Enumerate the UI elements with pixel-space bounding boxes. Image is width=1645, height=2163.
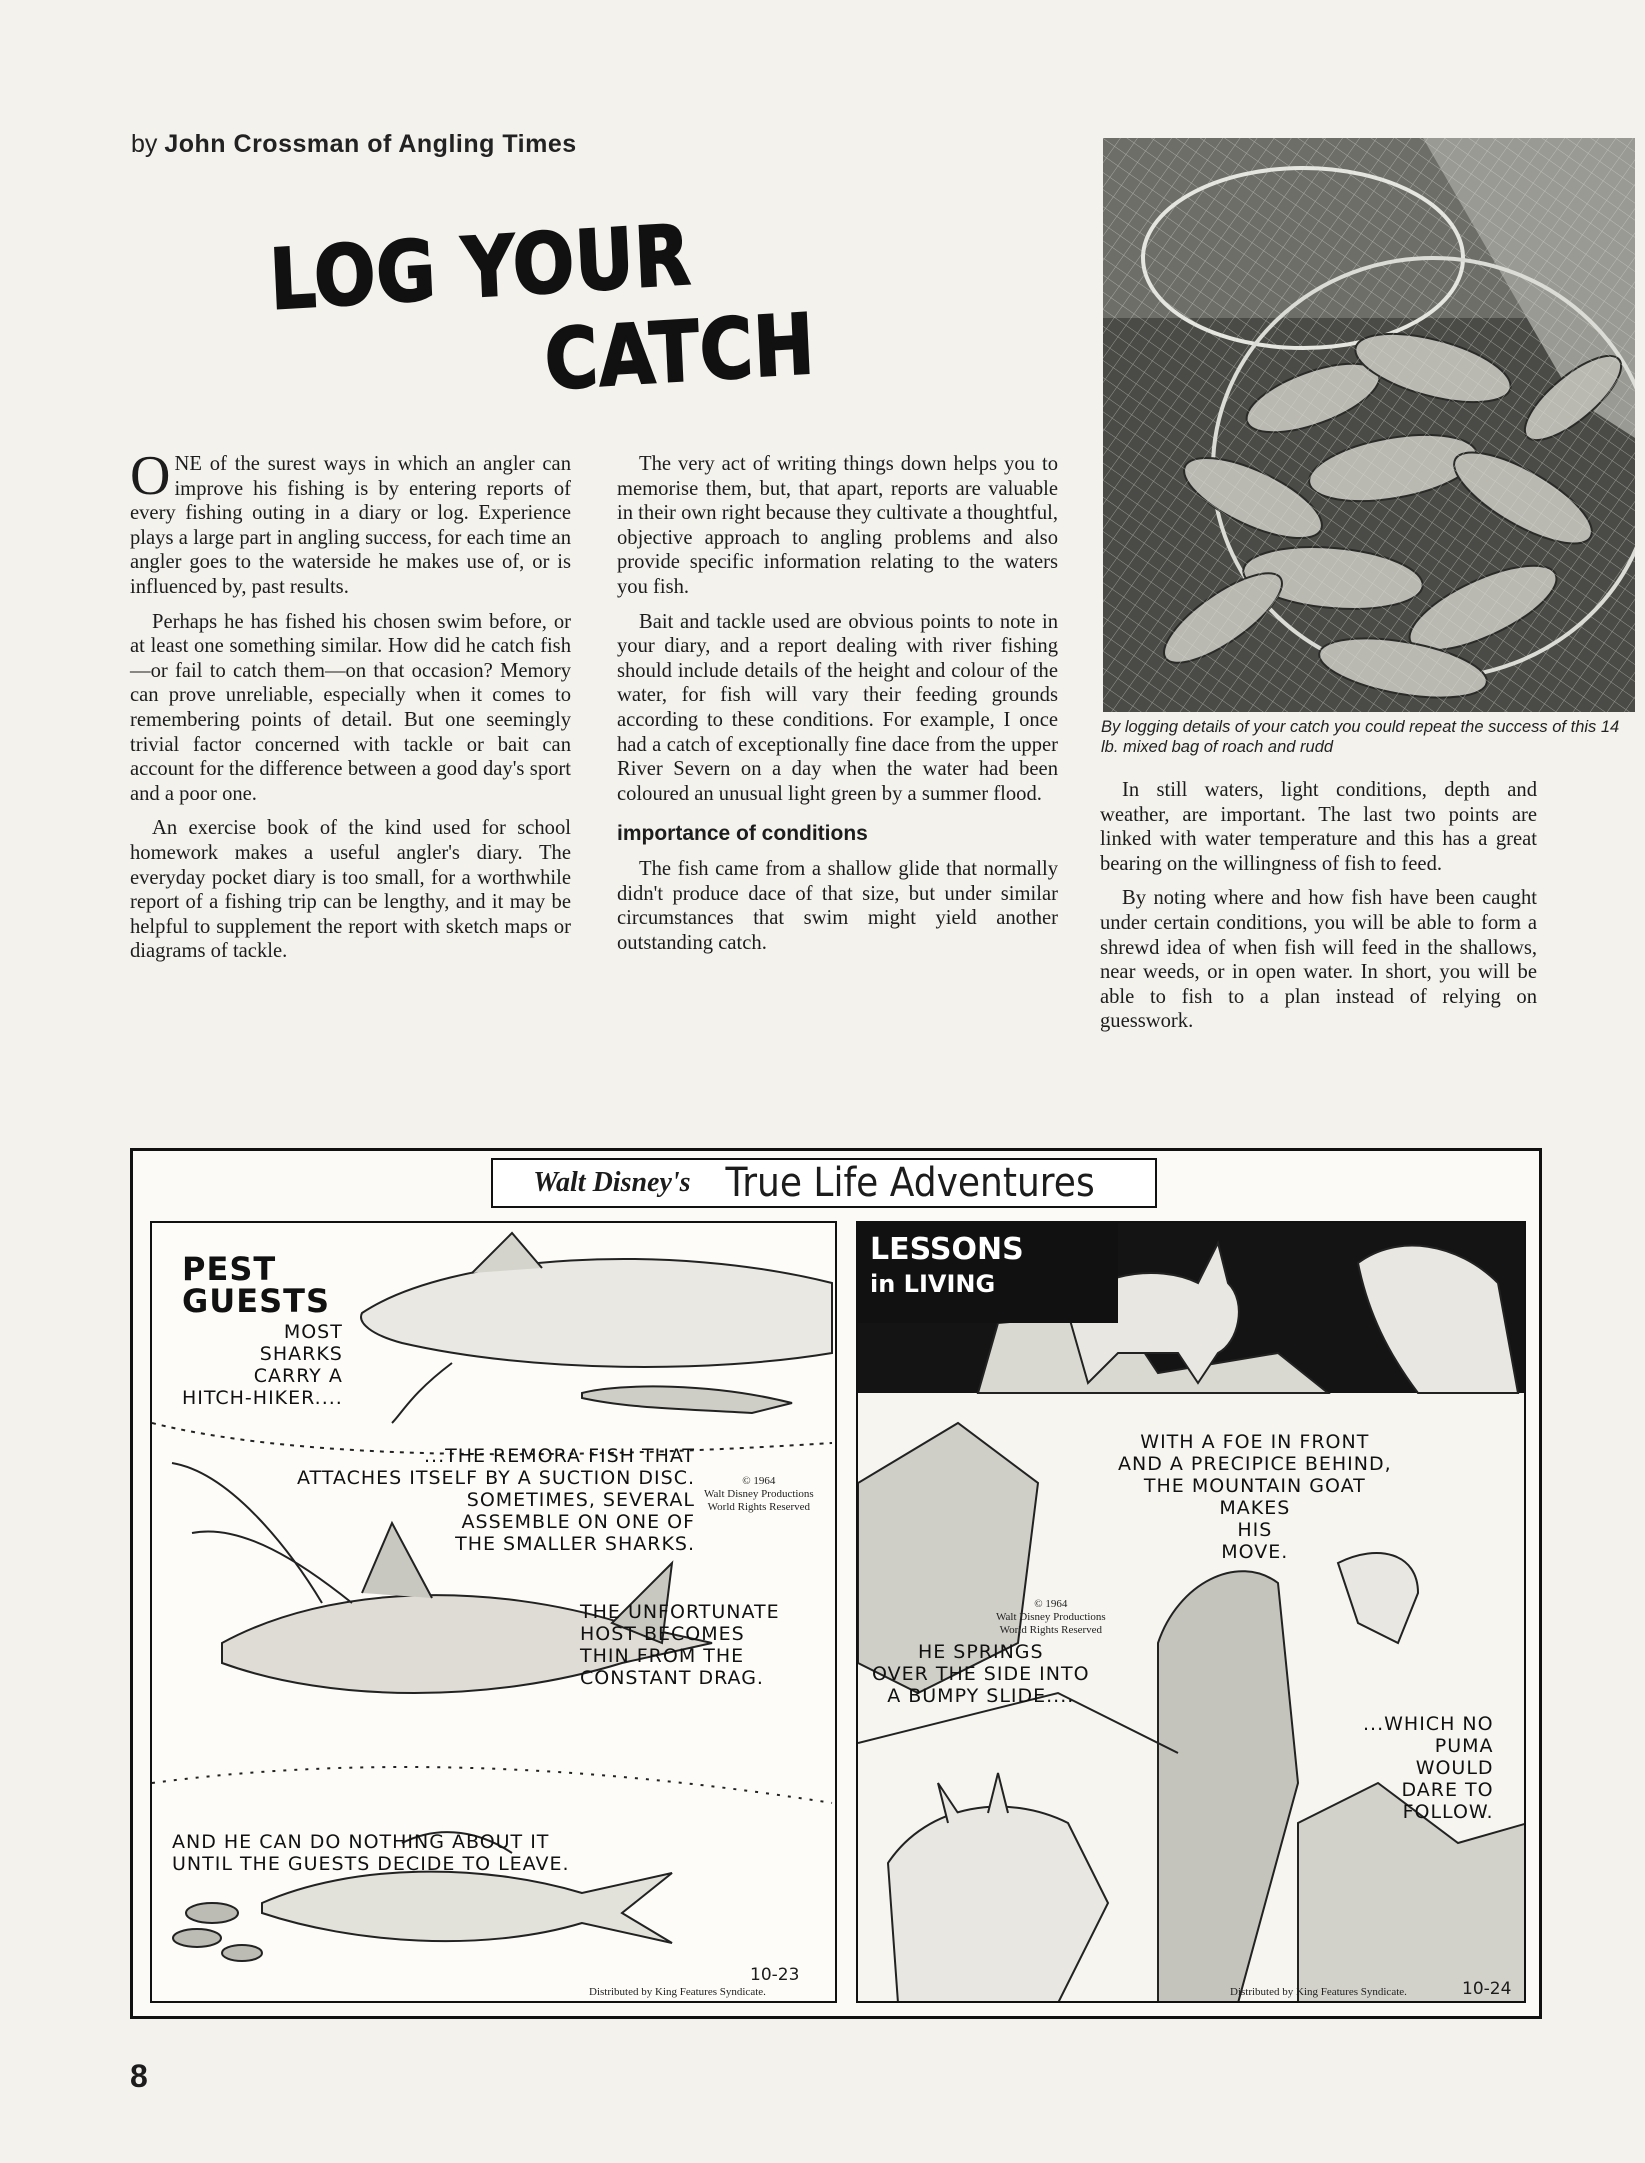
article-paragraph: Perhaps he has fished his chosen swim before, or at least one something similar. How did he catch fish—or fail to catch them—on that occasion? Memory can prove unreliable, especially when it comes to remembering points of detail. But one seemingly trivial factor concerned with tackle or bait can account for the difference between a good day's sport and a poor one. <box>130 610 571 805</box>
byline-author: John Crossman of Angling Times <box>164 130 577 158</box>
panel1-date-code: 10-23 <box>750 1965 800 1985</box>
article-paragraph: Bait and tackle used are obvious points to note in your diary, and a report dealing with river fishing should include details of the height and colour of the water, for fish will vary their feeding grounds according to these conditions. For example, I once had a catch of exceptionally fine dace from the upper River Severn on a day when the water had been coloured an unusual light green by a summer flood. <box>617 610 1058 805</box>
comic-panel-sharks <box>150 1221 837 2003</box>
comic-title-box <box>491 1158 1157 1208</box>
byline <box>131 130 577 159</box>
headline-line-1: LOG YOUR <box>267 206 693 329</box>
section-subhead: importance of conditions <box>617 822 868 846</box>
panel2-heading: LESSONS <box>870 1232 1024 1267</box>
panel2-heading-small: in LIVING <box>870 1270 996 1298</box>
byline-prefix: by <box>131 130 158 158</box>
panel2-heading-banner <box>858 1223 1118 1323</box>
panel1-copyright: © 1964 Walt Disney Productions World Rights Reserved <box>704 1475 814 1513</box>
article-paragraph: An exercise book of the kind used for school homework makes a useful angler's diary. The everyday pocket diary is too small, for a worthwhile report of a fishing trip can be lengthy, and it may be helpful to supplement the report with sketch maps or diagrams of tackle. <box>130 817 571 963</box>
panel2-caption-3: ...WHICH NO PUMA WOULD DARE TO FOLLOW. <box>1363 1713 1494 1823</box>
panel1-caption-3: THE UNFORTUNATE HOST BECOMES THIN FROM THE CONSTANT DRAG. <box>580 1601 780 1689</box>
article-column-3 <box>1100 778 1537 1044</box>
article-paragraph: The fish came from a shallow glide that normally didn't produce dace of that size, but under similar circumstances that swim might yield another outstanding catch. <box>617 857 1058 954</box>
article-paragraph: The very act of writing things down helps you to memorise them, but, that apart, reports are valuable in their own right because they cultivate a thoughtful, objective approach to angling problems and also provide specific information relating to the waters you fish. <box>617 453 1058 598</box>
panel2-copyright: © 1964 Walt Disney Productions World Rights Reserved <box>996 1598 1106 1636</box>
panel1-caption-1: MOST SHARKS CARRY A HITCH-HIKER.... <box>182 1321 343 1409</box>
article-column-1 <box>130 445 571 974</box>
catch-photo <box>1103 138 1635 712</box>
panel2-date-code: 10-24 <box>1462 1979 1512 1999</box>
article-paragraph: By noting where and how fish have been caught under certain conditions, you will be able to form a shrewd idea of when fish will feed in the shallows, near weeds, or in open water. In short, you will be able to fish to a plan instead of relying on guesswork. <box>1100 887 1537 1033</box>
headline-line-2: CATCH <box>542 295 818 409</box>
comic-panel-goat <box>856 1221 1526 2003</box>
panel2-distributor: Distributed by King Features Syndicate. <box>1230 1986 1407 1998</box>
panel1-caption-4: AND HE CAN DO NOTHING ABOUT IT UNTIL THE GUESTS DECIDE TO LEAVE. <box>172 1831 570 1875</box>
panel2-caption-2: HE SPRINGS OVER THE SIDE INTO A BUMPY SLIDE.... <box>872 1641 1090 1707</box>
photo-caption: By logging details of your catch you could repeat the success of this 14 lb. mixed bag of roach and rudd <box>1101 718 1620 756</box>
article-paragraph: In still waters, light conditions, depth and weather, are important. The last two points are linked with water temperature and this has a great bearing on the willingness of fish to feed. <box>1100 779 1537 875</box>
page-number: 8 <box>130 2058 148 2094</box>
keepnet-of-fish-image <box>1103 138 1635 712</box>
panel1-caption-2: ...THE REMORA FISH THAT ATTACHES ITSELF BY A SUCTION DISC. SOMETIMES, SEVERAL ASSEMBLE ON ONE OF THE SMALLER SHARKS. <box>297 1445 696 1555</box>
panel1-distributor: Distributed by King Features Syndicate. <box>589 1986 766 1998</box>
drop-cap: O <box>130 445 171 507</box>
comic-title: True Life Adventures <box>725 1160 1095 1206</box>
article-column-2 <box>617 452 1058 965</box>
disney-signature: Walt Disney's <box>533 1167 691 1198</box>
article-paragraph: ONE of the surest ways in which an angler can improve his fishing is by entering reports of every fishing outing in a diary or log. Experience plays a large part in angling success, for each time an angler goes to the waterside he makes use of, or is influenced by, past results. <box>130 445 571 598</box>
mountain-goat-puma-illustration <box>858 1223 1526 2003</box>
comic-strip <box>130 1148 1542 2019</box>
panel2-caption-1: WITH A FOE IN FRONT AND A PRECIPICE BEHIND, THE MOUNTAIN GOAT MAKES HIS MOVE. <box>1118 1431 1392 1563</box>
panel1-heading: PEST GUESTS <box>182 1250 331 1320</box>
